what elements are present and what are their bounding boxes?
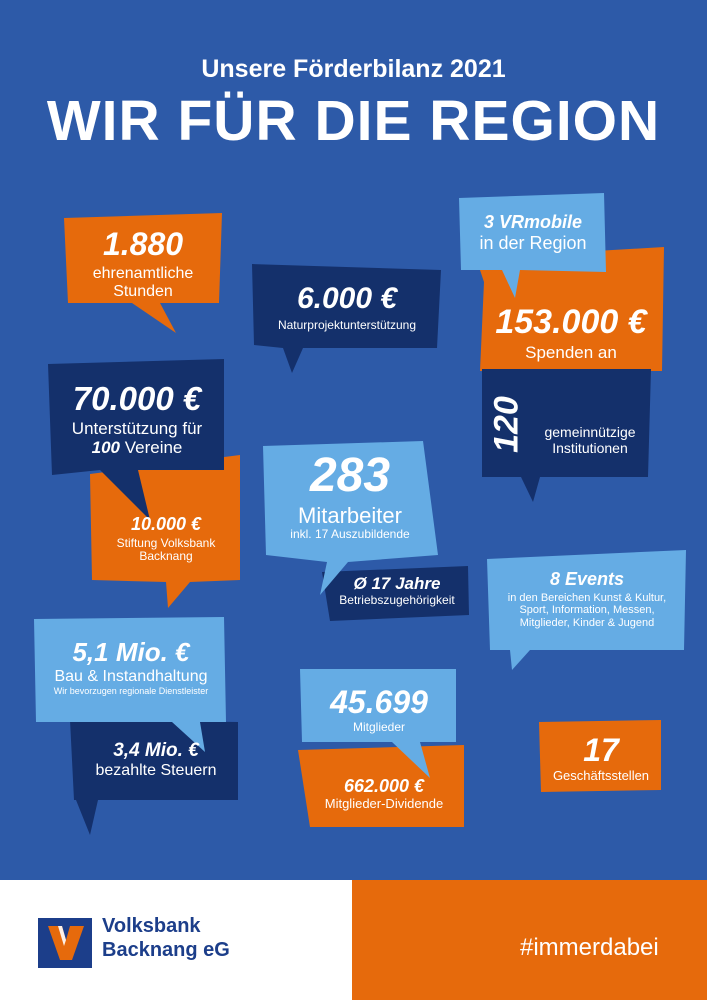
institutions-label-1: gemeinnützige [544,424,636,440]
stat-employees [264,448,436,542]
construction-label: Bau & Instandhaltung [54,667,208,685]
events-value: 8 Events [549,569,625,589]
nature-label: Naturprojektunterstützung [277,317,417,332]
employees-label: Mitarbeiter [298,503,402,529]
clubs-label-2-row [50,438,224,458]
stat-vrmobile [462,212,604,253]
members-value: 45.699 [330,684,428,720]
bank-name-line1: Volksbank [102,915,201,937]
vrmobile-line2: in der Region [479,232,587,253]
dividend-label: Mitglieder-Dividende [324,795,444,811]
events-line1: in den Bereichen Kunst & Kultur, [507,591,667,604]
bank-name-line2: Backnang eG [102,939,230,961]
stat-tenure [326,574,468,607]
nature-value: 6.000 € [296,282,398,315]
employees-sub: inkl. 17 Auszubildende [290,527,410,542]
foundation-label-2: Backnang [139,549,193,564]
vrmobile-line1: 3 VRmobile [483,212,583,232]
hashtag: #immerdabei [520,934,659,961]
branches-label: Geschäftsstellen [552,767,650,783]
construction-sub: Wir bevorzugen regionale Dienstleister [53,686,209,697]
institutions-value: 120 [487,396,526,453]
stat-nature [256,282,438,332]
donations-label: Spenden an [525,343,617,363]
foundation-value: 10.000 € [130,514,202,534]
clubs-count: 100 [91,438,120,458]
events-line3: Mitglieder, Kinder & Jugend [519,616,655,629]
stat-donations [480,303,662,363]
stat-dividend [304,776,464,812]
stat-institutions [530,424,650,456]
branches-value: 17 [583,732,619,768]
donations-value: 153.000 € [495,303,647,341]
stat-events [490,569,684,630]
tenure-value: Ø 17 Jahre [353,574,441,593]
clubs-label-2: Vereine [124,438,183,458]
stat-foundation [92,514,240,564]
employees-value: 283 [309,449,391,502]
clubs-value: 70.000 € [72,380,202,417]
volunteer-label-1: ehrenamtliche [92,264,194,282]
members-label: Mitglieder [352,719,406,734]
clubs-label-1: Unterstützung für [71,418,203,438]
stat-members [302,684,456,735]
tenure-label: Betriebszugehörigkeit [339,592,455,607]
taxes-value: 3,4 Mio. € [113,740,199,761]
poster-title: WIR FÜR DIE REGION [46,89,661,153]
bank-name [102,914,230,962]
stat-branches [541,732,661,784]
stat-construction [36,638,226,697]
events-line2: Sport, Information, Messen, [519,604,655,617]
volksbank-logo-icon [38,918,92,968]
volunteer-label-2: Stunden [113,283,173,301]
construction-value: 5,1 Mio. € [72,637,190,667]
poster-subtitle: Unsere Förderbilanz 2021 [201,55,506,83]
foundation-label-1: Stiftung Volksbank [116,535,216,550]
institutions-label-2: Institutionen [552,440,628,457]
stat-clubs [50,380,224,458]
stat-taxes [76,740,236,780]
volunteer-value: 1.880 [102,226,184,262]
dividend-value: 662.000 € [343,776,425,796]
taxes-label: bezahlte Steuern [95,761,217,779]
stat-volunteer [68,226,218,302]
